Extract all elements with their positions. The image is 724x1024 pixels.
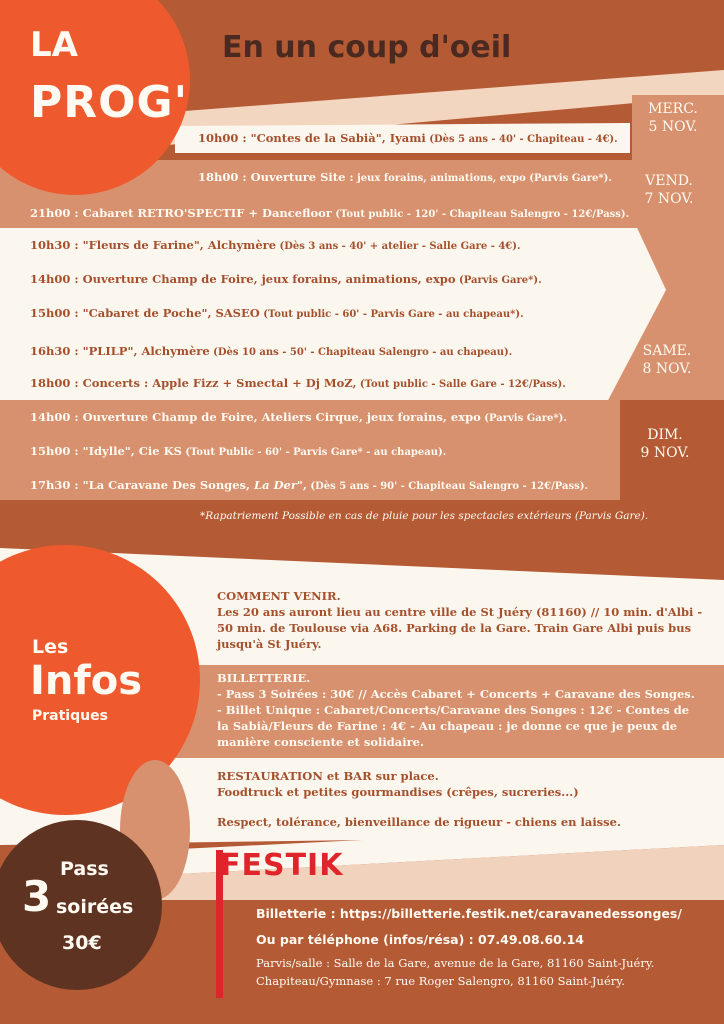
day-merc-weekday: MERC.: [648, 101, 698, 117]
schedule-item: 18h00 : Concerts : Apple Fizz + Smectal + Dj MoZ, (Tout public - Salle Gare - 12€/Pass).: [30, 376, 566, 390]
prog-title-la: LA: [30, 25, 78, 65]
info-billet-line: - Billet Unique : Cabaret/Concerts/Caravane des Songes : 12€ - Contes de: [217, 703, 690, 717]
info-billet-line: la Sabià/Fleurs de Farine : 4€ - Au chapeau : je donne ce que je peux de: [217, 719, 678, 733]
day-vend: [626, 172, 712, 208]
info-billet-title: BILLETTERIE.: [217, 671, 311, 685]
festik-billetterie-link[interactable]: Billetterie : https://billetterie.festik.net/caravanedessonges/: [256, 906, 682, 921]
prog-heading: En un coup d'oeil: [222, 30, 512, 65]
festik-telephone[interactable]: Ou par téléphone (infos/résa) : 07.49.08.60.14: [256, 932, 584, 947]
info-billet-line: manière consciente et solidaire.: [217, 735, 424, 749]
day-merc-date: 5 NOV.: [648, 119, 698, 135]
pass-line2: soirées: [56, 896, 134, 918]
infos-title-les: Les: [32, 636, 69, 658]
schedule-item: 17h30 : "La Caravane Des Songes, La Der", (Dès 5 ans - 90' - Chapiteau Salengro - 12€/Pass).: [30, 478, 588, 492]
day-same: [624, 342, 710, 378]
day-dim-weekday: DIM.: [647, 427, 683, 443]
schedule-item: 14h00 : Ouverture Champ de Foire, Ateliers Cirque, jeux forains, expo (Parvis Gare*).: [30, 410, 567, 424]
day-vend-date: 7 NOV.: [644, 191, 694, 207]
schedule-item: 15h00 : "Cabaret de Poche", SASEO (Tout public - 60' - Parvis Gare - au chapeau*).: [30, 306, 524, 320]
pass-number: 3: [22, 872, 52, 921]
day-merc: [630, 100, 716, 136]
festik-logo: FESTIK: [220, 848, 344, 883]
info-billet-line: - Pass 3 Soirées : 30€ // Accès Cabaret + Concerts + Caravane des Songes.: [217, 687, 695, 701]
schedule-item: 10h00 : "Contes de la Sabià", Iyami (Dès 5 ans - 40' - Chapiteau - 4€).: [198, 131, 618, 145]
pass-price: 30€: [62, 932, 102, 954]
day-same-weekday: SAME.: [642, 343, 692, 359]
schedule-item: 10h30 : "Fleurs de Farine", Alchymère (Dès 3 ans - 40' + atelier - Salle Gare - 4€).: [30, 238, 521, 252]
prog-title-prog: PROG': [30, 77, 189, 128]
info-respect: Respect, tolérance, bienveillance de rigueur - chiens en laisse.: [217, 815, 621, 829]
day-dim-date: 9 NOV.: [640, 445, 690, 461]
footnote: *Rapatriement Possible en cas de pluie pour les spectacles extérieurs (Parvis Gare).: [200, 510, 649, 522]
infos-title-infos: Infos: [30, 658, 143, 704]
schedule-item: 15h00 : "Idylle", Cie KS (Tout Public - 60' - Parvis Gare* - au chapeau).: [30, 444, 447, 458]
info-resto-line: Foodtruck et petites gourmandises (crêpes, sucreries...): [217, 785, 579, 799]
infos-title-pratiques: Pratiques: [32, 708, 108, 724]
info-billetterie: [217, 670, 695, 750]
day-vend-weekday: VEND.: [645, 173, 693, 189]
info-comment-venir: [217, 588, 702, 652]
festik-address-chapiteau: Chapiteau/Gymnase : 7 rue Roger Salengro, 81160 Saint-Juéry.: [256, 974, 625, 988]
schedule-item: 16h30 : "PLILP", Alchymère (Dès 10 ans - 50' - Chapiteau Salengro - au chapeau).: [30, 344, 513, 358]
day-same-date: 8 NOV.: [642, 361, 692, 377]
schedule-item: 18h00 : Ouverture Site : jeux forains, animations, expo (Parvis Gare*).: [198, 170, 612, 184]
schedule-item: 21h00 : Cabaret RETRO'SPECTIF + Dancefloor (Tout public - 120' - Chapiteau Salengro - 12€/Pass).: [30, 206, 630, 220]
info-venir-title: COMMENT VENIR.: [217, 589, 341, 603]
day-dim: [622, 426, 708, 462]
info-restauration: [217, 768, 621, 830]
info-venir-line: 50 min. de Toulouse via A68. Parking de la Gare. Train Gare Albi puis bus: [217, 621, 692, 635]
festik-address-salle: Parvis/salle : Salle de la Gare, avenue de la Gare, 81160 Saint-Juéry.: [256, 956, 655, 970]
info-venir-line: jusqu'à St Juéry.: [217, 637, 322, 651]
schedule-item: 14h00 : Ouverture Champ de Foire, jeux forains, animations, expo (Parvis Gare*).: [30, 272, 542, 286]
info-venir-line: Les 20 ans auront lieu au centre ville de St Juéry (81160) // 10 min. d'Albi -: [217, 605, 703, 619]
pass-line1: Pass: [60, 858, 109, 880]
info-resto-line: RESTAURATION et BAR sur place.: [217, 769, 439, 783]
